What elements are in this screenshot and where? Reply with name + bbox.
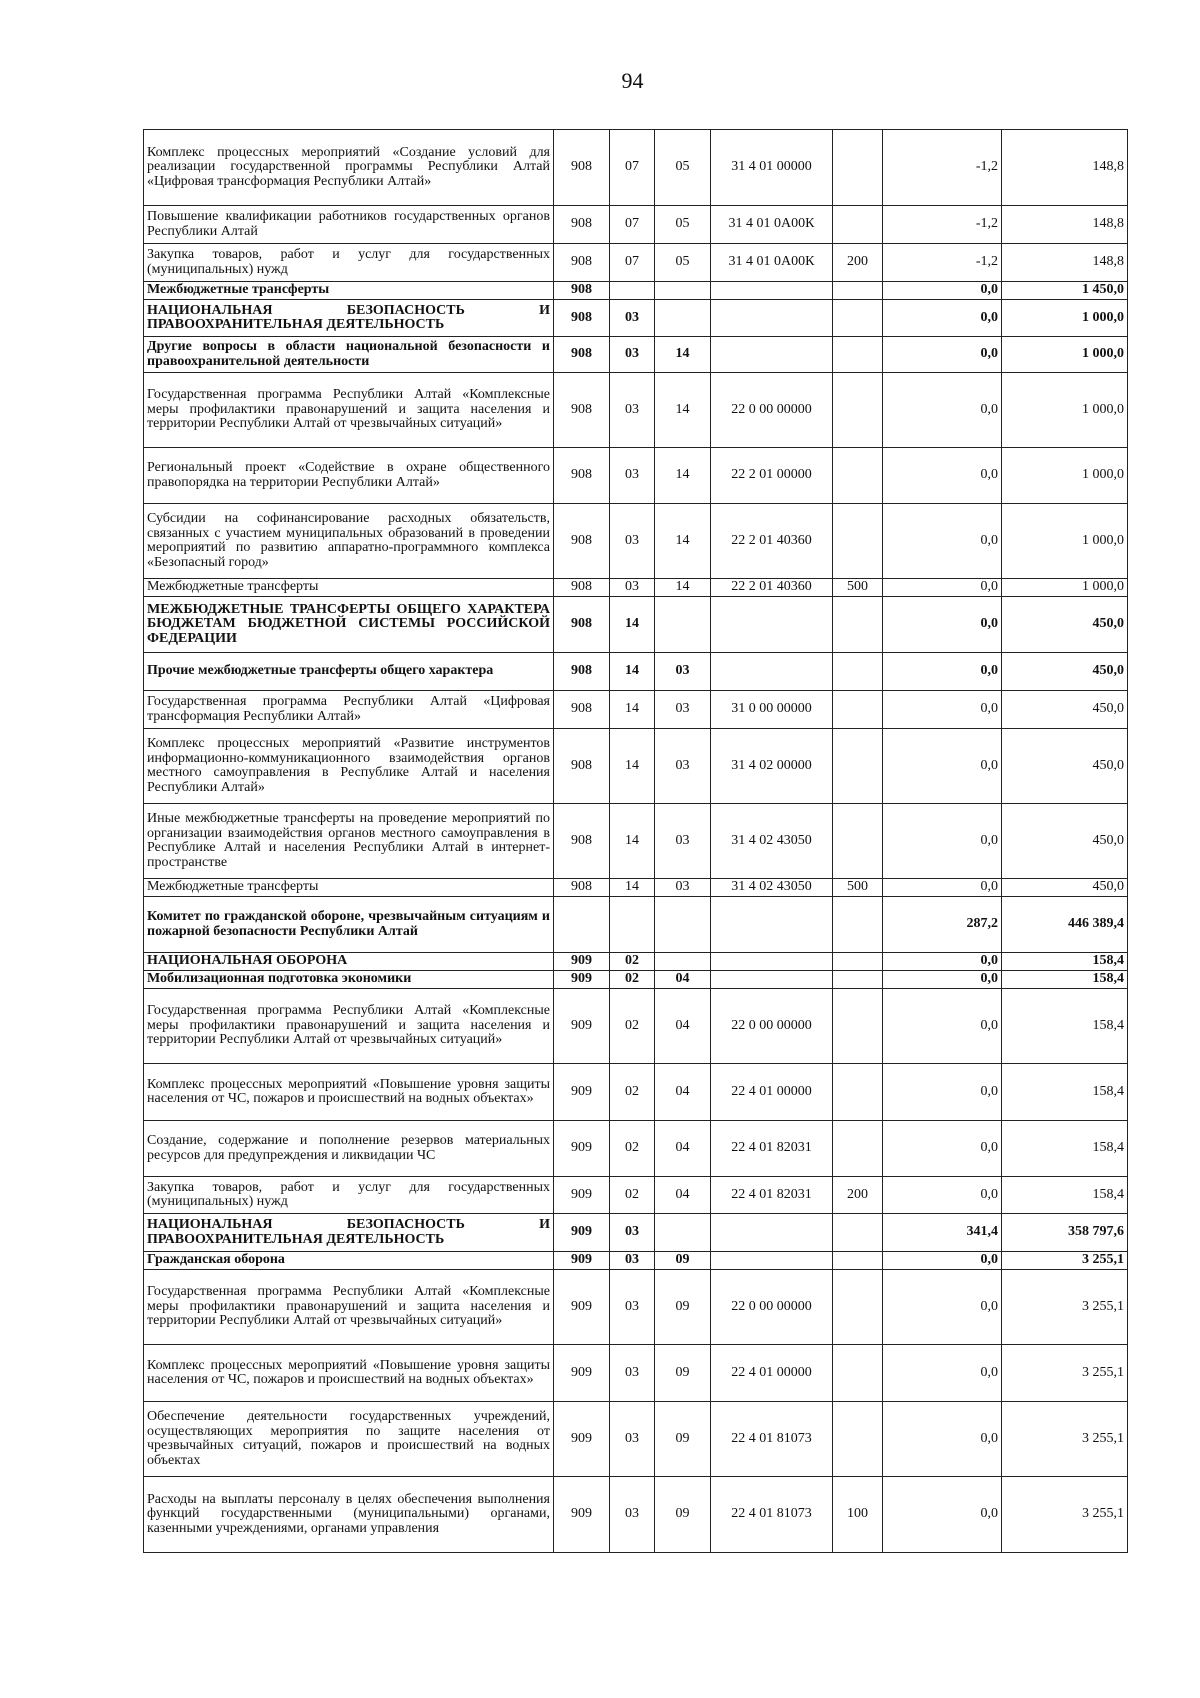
table-body [144, 130, 1128, 1553]
cell-csr: 22 0 00 00000 [711, 1270, 833, 1345]
cell-csr: 22 2 01 40360 [711, 579, 833, 597]
cell-rz: 14 [610, 597, 655, 653]
cell-amount-change: 0,0 [883, 1270, 1002, 1345]
cell-amount-total: 158,4 [1002, 989, 1128, 1064]
row-name: Государственная программа Республики Алтай «Комплексные меры профилактики правонарушений и защита населения и территории Республики Алтай от чрезвычайных ситуаций» [144, 989, 554, 1064]
cell-rz: 03 [610, 504, 655, 579]
cell-gr: 908 [554, 879, 610, 897]
cell-rz: 07 [610, 130, 655, 206]
table-row [144, 1121, 1128, 1177]
row-name: МЕЖБЮДЖЕТНЫЕ ТРАНСФЕРТЫ ОБЩЕГО ХАРАКТЕРА БЮДЖЕТАМ БЮДЖЕТНОЙ СИСТЕМЫ РОССИЙСКОЙ ФЕДЕРАЦИИ [144, 597, 554, 653]
cell-gr: 909 [554, 971, 610, 989]
cell-amount-total: 1 000,0 [1002, 337, 1128, 373]
row-name: Обеспечение деятельности государственных учреждений, осуществляющих мероприятия по защите населения от чрезвычайных ситуаций, пожаров и происшествий на водных объектах [144, 1402, 554, 1477]
cell-gr: 909 [554, 1121, 610, 1177]
cell-pr [655, 897, 711, 953]
cell-csr: 22 4 01 82031 [711, 1121, 833, 1177]
row-name: Закупка товаров, работ и услуг для государственных (муниципальных) нужд [144, 244, 554, 282]
cell-amount-total: 450,0 [1002, 597, 1128, 653]
cell-pr: 05 [655, 130, 711, 206]
cell-gr: 908 [554, 653, 610, 691]
row-name: Комплекс процессных мероприятий «Развитие инструментов информационно-коммуникационного взаимодействия органов местного самоуправления в Республике Алтай и населения Республики Алтай» [144, 729, 554, 804]
row-name: Повышение квалификации работников государственных органов Республики Алтай [144, 206, 554, 244]
table-row [144, 691, 1128, 729]
cell-amount-total: 1 450,0 [1002, 282, 1128, 300]
cell-vr [833, 1064, 883, 1121]
row-name: Комитет по гражданской обороне, чрезвычайным ситуациям и пожарной безопасности Республики Алтай [144, 897, 554, 953]
row-name: НАЦИОНАЛЬНАЯ БЕЗОПАСНОСТЬ И ПРАВООХРАНИТЕЛЬНАЯ ДЕЯТЕЛЬНОСТЬ [144, 1214, 554, 1252]
cell-amount-change: 0,0 [883, 653, 1002, 691]
cell-csr: 31 0 00 00000 [711, 691, 833, 729]
row-name: Субсидии на софинансирование расходных обязательств, связанных с участием муниципальных образований в проведении мероприятий по развитию аппаратно-программного комплекса «Безопасный город» [144, 504, 554, 579]
cell-amount-change: 0,0 [883, 1177, 1002, 1214]
cell-vr [833, 953, 883, 971]
row-name: Иные межбюджетные трансферты на проведение мероприятий по организации взаимодействия органов местного самоуправления в Республике Алтай и населения Республики Алтай в интернет-пространстве [144, 804, 554, 879]
cell-amount-total: 450,0 [1002, 653, 1128, 691]
table-row [144, 1345, 1128, 1402]
cell-pr: 14 [655, 337, 711, 373]
cell-vr [833, 989, 883, 1064]
cell-pr: 03 [655, 879, 711, 897]
cell-vr [833, 130, 883, 206]
page-number: 94 [621, 68, 644, 93]
cell-gr: 908 [554, 244, 610, 282]
cell-pr [655, 282, 711, 300]
cell-amount-change: -1,2 [883, 130, 1002, 206]
cell-vr [833, 1345, 883, 1402]
cell-csr: 31 4 01 00000 [711, 130, 833, 206]
cell-gr: 908 [554, 206, 610, 244]
table-row [144, 879, 1128, 897]
cell-rz [610, 282, 655, 300]
cell-csr [711, 337, 833, 373]
cell-vr [833, 1252, 883, 1270]
cell-amount-change: 0,0 [883, 804, 1002, 879]
cell-gr: 909 [554, 1345, 610, 1402]
table-row [144, 373, 1128, 448]
cell-rz: 14 [610, 879, 655, 897]
cell-rz: 03 [610, 1252, 655, 1270]
cell-pr: 03 [655, 729, 711, 804]
cell-pr: 09 [655, 1345, 711, 1402]
cell-amount-change: 0,0 [883, 300, 1002, 337]
table-row [144, 300, 1128, 337]
cell-amount-change: 0,0 [883, 1402, 1002, 1477]
cell-pr [655, 597, 711, 653]
cell-amount-total: 1 000,0 [1002, 504, 1128, 579]
cell-vr [833, 504, 883, 579]
cell-amount-total: 158,4 [1002, 1121, 1128, 1177]
cell-csr: 31 4 02 43050 [711, 804, 833, 879]
cell-amount-change: 0,0 [883, 597, 1002, 653]
cell-pr: 09 [655, 1270, 711, 1345]
cell-rz: 14 [610, 653, 655, 691]
cell-pr: 04 [655, 1064, 711, 1121]
row-name: Государственная программа Республики Алтай «Комплексные меры профилактики правонарушений и защита населения и территории Республики Алтай от чрезвычайных ситуаций» [144, 1270, 554, 1345]
cell-rz: 03 [610, 448, 655, 504]
table-row [144, 1252, 1128, 1270]
cell-vr [833, 448, 883, 504]
cell-amount-total: 3 255,1 [1002, 1402, 1128, 1477]
cell-rz: 03 [610, 579, 655, 597]
cell-gr: 908 [554, 130, 610, 206]
table-row [144, 1477, 1128, 1553]
cell-vr [833, 971, 883, 989]
cell-amount-change: 0,0 [883, 1121, 1002, 1177]
cell-pr: 05 [655, 206, 711, 244]
cell-pr: 03 [655, 691, 711, 729]
cell-amount-total: 3 255,1 [1002, 1477, 1128, 1553]
cell-csr [711, 897, 833, 953]
cell-amount-total: 3 255,1 [1002, 1345, 1128, 1402]
cell-rz: 03 [610, 337, 655, 373]
row-name: Прочие межбюджетные трансферты общего характера [144, 653, 554, 691]
cell-rz: 07 [610, 206, 655, 244]
cell-rz: 14 [610, 804, 655, 879]
cell-gr: 909 [554, 1064, 610, 1121]
cell-csr [711, 282, 833, 300]
cell-pr: 09 [655, 1477, 711, 1553]
cell-csr: 22 4 01 81073 [711, 1402, 833, 1477]
cell-rz: 02 [610, 989, 655, 1064]
cell-rz: 02 [610, 1064, 655, 1121]
cell-amount-total: 1 000,0 [1002, 373, 1128, 448]
row-name: НАЦИОНАЛЬНАЯ БЕЗОПАСНОСТЬ И ПРАВООХРАНИТЕЛЬНАЯ ДЕЯТЕЛЬНОСТЬ [144, 300, 554, 337]
table-row [144, 989, 1128, 1064]
cell-pr: 14 [655, 504, 711, 579]
cell-csr [711, 953, 833, 971]
cell-gr: 909 [554, 1477, 610, 1553]
cell-amount-total: 158,4 [1002, 971, 1128, 989]
cell-pr: 04 [655, 1121, 711, 1177]
cell-pr: 09 [655, 1252, 711, 1270]
cell-amount-total: 158,4 [1002, 1064, 1128, 1121]
row-name: Гражданская оборона [144, 1252, 554, 1270]
cell-pr: 14 [655, 579, 711, 597]
cell-amount-total: 148,8 [1002, 206, 1128, 244]
cell-gr: 909 [554, 953, 610, 971]
cell-gr: 909 [554, 1214, 610, 1252]
table-row [144, 653, 1128, 691]
cell-gr: 909 [554, 1177, 610, 1214]
cell-csr: 22 2 01 40360 [711, 504, 833, 579]
cell-vr [833, 597, 883, 653]
row-name: Межбюджетные трансферты [144, 879, 554, 897]
cell-csr: 31 4 02 00000 [711, 729, 833, 804]
cell-pr: 04 [655, 971, 711, 989]
row-name: Межбюджетные трансферты [144, 579, 554, 597]
cell-amount-change: 0,0 [883, 282, 1002, 300]
cell-pr: 14 [655, 373, 711, 448]
table-row [144, 579, 1128, 597]
cell-csr: 31 4 02 43050 [711, 879, 833, 897]
cell-vr [833, 897, 883, 953]
cell-gr: 908 [554, 691, 610, 729]
cell-amount-change: 0,0 [883, 504, 1002, 579]
cell-gr: 908 [554, 597, 610, 653]
cell-amount-change: 0,0 [883, 579, 1002, 597]
table-row [144, 597, 1128, 653]
cell-vr [833, 1402, 883, 1477]
cell-gr: 908 [554, 300, 610, 337]
cell-gr: 908 [554, 373, 610, 448]
row-name: Закупка товаров, работ и услуг для государственных (муниципальных) нужд [144, 1177, 554, 1214]
row-name: Государственная программа Республики Алтай «Цифровая трансформация Республики Алтай» [144, 691, 554, 729]
table-row [144, 971, 1128, 989]
cell-vr: 200 [833, 244, 883, 282]
cell-pr: 05 [655, 244, 711, 282]
cell-csr: 22 0 00 00000 [711, 373, 833, 448]
cell-rz [610, 897, 655, 953]
cell-rz: 03 [610, 373, 655, 448]
cell-rz: 07 [610, 244, 655, 282]
cell-rz: 03 [610, 1214, 655, 1252]
cell-rz: 03 [610, 1345, 655, 1402]
cell-vr: 500 [833, 579, 883, 597]
cell-amount-change: -1,2 [883, 244, 1002, 282]
row-name: Создание, содержание и пополнение резервов материальных ресурсов для предупреждения и ликвидации ЧС [144, 1121, 554, 1177]
cell-amount-change: 0,0 [883, 953, 1002, 971]
cell-rz: 14 [610, 691, 655, 729]
cell-csr [711, 1252, 833, 1270]
cell-vr [833, 282, 883, 300]
row-name: Региональный проект «Содействие в охране общественного правопорядка на территории Республики Алтай» [144, 448, 554, 504]
table-row [144, 1214, 1128, 1252]
cell-vr [833, 1270, 883, 1345]
cell-pr: 09 [655, 1402, 711, 1477]
cell-amount-total: 450,0 [1002, 729, 1128, 804]
table-row [144, 729, 1128, 804]
table-row [144, 448, 1128, 504]
cell-vr [833, 373, 883, 448]
cell-amount-change: 0,0 [883, 1345, 1002, 1402]
row-name: Комплекс процессных мероприятий «Повышение уровня защиты населения от ЧС, пожаров и происшествий на водных объектах» [144, 1064, 554, 1121]
cell-gr: 909 [554, 989, 610, 1064]
cell-csr: 22 2 01 00000 [711, 448, 833, 504]
cell-csr: 22 4 01 00000 [711, 1345, 833, 1402]
row-name: Комплекс процессных мероприятий «Повышение уровня защиты населения от ЧС, пожаров и происшествий на водных объектах» [144, 1345, 554, 1402]
cell-amount-change: 287,2 [883, 897, 1002, 953]
budget-table [143, 129, 1128, 1553]
cell-rz: 03 [610, 1477, 655, 1553]
table-row [144, 244, 1128, 282]
cell-amount-change: 0,0 [883, 691, 1002, 729]
cell-amount-total: 446 389,4 [1002, 897, 1128, 953]
cell-amount-total: 450,0 [1002, 691, 1128, 729]
cell-gr: 908 [554, 729, 610, 804]
cell-gr: 908 [554, 282, 610, 300]
cell-amount-change: 0,0 [883, 337, 1002, 373]
cell-vr: 100 [833, 1477, 883, 1553]
cell-amount-total: 450,0 [1002, 879, 1128, 897]
cell-vr [833, 1214, 883, 1252]
row-name: Государственная программа Республики Алтай «Комплексные меры профилактики правонарушений и защита населения и территории Республики Алтай от чрезвычайных ситуаций» [144, 373, 554, 448]
cell-gr: 908 [554, 504, 610, 579]
cell-pr [655, 953, 711, 971]
cell-amount-total: 3 255,1 [1002, 1270, 1128, 1345]
cell-amount-change: 0,0 [883, 989, 1002, 1064]
cell-pr [655, 1214, 711, 1252]
cell-amount-total: 358 797,6 [1002, 1214, 1128, 1252]
cell-amount-change: 0,0 [883, 373, 1002, 448]
cell-rz: 03 [610, 1402, 655, 1477]
cell-gr: 908 [554, 804, 610, 879]
cell-vr [833, 1121, 883, 1177]
cell-amount-total: 1 000,0 [1002, 448, 1128, 504]
cell-amount-change: 0,0 [883, 729, 1002, 804]
cell-rz: 02 [610, 953, 655, 971]
cell-amount-change: 341,4 [883, 1214, 1002, 1252]
cell-vr [833, 729, 883, 804]
row-name: НАЦИОНАЛЬНАЯ ОБОРОНА [144, 953, 554, 971]
cell-amount-total: 3 255,1 [1002, 1252, 1128, 1270]
cell-amount-total: 1 000,0 [1002, 579, 1128, 597]
table-row [144, 1177, 1128, 1214]
cell-rz: 02 [610, 1121, 655, 1177]
cell-amount-change: 0,0 [883, 879, 1002, 897]
cell-pr: 03 [655, 653, 711, 691]
cell-pr [655, 300, 711, 337]
cell-pr: 03 [655, 804, 711, 879]
cell-amount-change: 0,0 [883, 1252, 1002, 1270]
cell-vr [833, 804, 883, 879]
table-row [144, 130, 1128, 206]
cell-vr: 500 [833, 879, 883, 897]
table-row [144, 953, 1128, 971]
cell-csr [711, 1214, 833, 1252]
cell-amount-change: 0,0 [883, 1064, 1002, 1121]
cell-amount-total: 1 000,0 [1002, 300, 1128, 337]
table-row [144, 504, 1128, 579]
cell-vr [833, 691, 883, 729]
cell-vr: 200 [833, 1177, 883, 1214]
cell-vr [833, 300, 883, 337]
cell-amount-change: 0,0 [883, 1477, 1002, 1553]
cell-rz: 14 [610, 729, 655, 804]
cell-rz: 02 [610, 1177, 655, 1214]
cell-gr: 909 [554, 1252, 610, 1270]
cell-amount-total: 148,8 [1002, 244, 1128, 282]
cell-amount-change: 0,0 [883, 971, 1002, 989]
row-name: Мобилизационная подготовка экономики [144, 971, 554, 989]
cell-csr [711, 653, 833, 691]
table-row [144, 337, 1128, 373]
cell-csr [711, 597, 833, 653]
cell-gr: 908 [554, 579, 610, 597]
cell-pr: 14 [655, 448, 711, 504]
cell-amount-total: 158,4 [1002, 1177, 1128, 1214]
table-row [144, 804, 1128, 879]
cell-gr: 908 [554, 337, 610, 373]
cell-vr [833, 653, 883, 691]
cell-gr: 909 [554, 1402, 610, 1477]
table-row [144, 1402, 1128, 1477]
row-name: Другие вопросы в области национальной безопасности и правоохранительной деятельности [144, 337, 554, 373]
table-row [144, 1270, 1128, 1345]
cell-gr: 909 [554, 1270, 610, 1345]
cell-vr [833, 206, 883, 244]
cell-amount-change: -1,2 [883, 206, 1002, 244]
cell-amount-total: 158,4 [1002, 953, 1128, 971]
row-name: Комплекс процессных мероприятий «Создание условий для реализации государственной программы Республики Алтай «Цифровая трансформация Республики Алтай» [144, 130, 554, 206]
cell-pr: 04 [655, 1177, 711, 1214]
cell-gr [554, 897, 610, 953]
table-row [144, 1064, 1128, 1121]
cell-csr [711, 971, 833, 989]
cell-rz: 02 [610, 971, 655, 989]
cell-csr [711, 300, 833, 337]
table-row [144, 206, 1128, 244]
cell-rz: 03 [610, 1270, 655, 1345]
cell-csr: 31 4 01 0А00К [711, 206, 833, 244]
table-row [144, 282, 1128, 300]
cell-amount-change: 0,0 [883, 448, 1002, 504]
cell-gr: 908 [554, 448, 610, 504]
cell-rz: 03 [610, 300, 655, 337]
cell-amount-total: 450,0 [1002, 804, 1128, 879]
cell-csr: 31 4 01 0А00К [711, 244, 833, 282]
cell-csr: 22 4 01 00000 [711, 1064, 833, 1121]
cell-vr [833, 337, 883, 373]
row-name: Расходы на выплаты персоналу в целях обеспечения выполнения функций государственными (муниципальными) органами, казенными учреждениями, органами управления [144, 1477, 554, 1553]
cell-pr: 04 [655, 989, 711, 1064]
cell-csr: 22 4 01 81073 [711, 1477, 833, 1553]
row-name: Межбюджетные трансферты [144, 282, 554, 300]
cell-csr: 22 4 01 82031 [711, 1177, 833, 1214]
cell-csr: 22 0 00 00000 [711, 989, 833, 1064]
table-row [144, 897, 1128, 953]
cell-amount-total: 148,8 [1002, 130, 1128, 206]
